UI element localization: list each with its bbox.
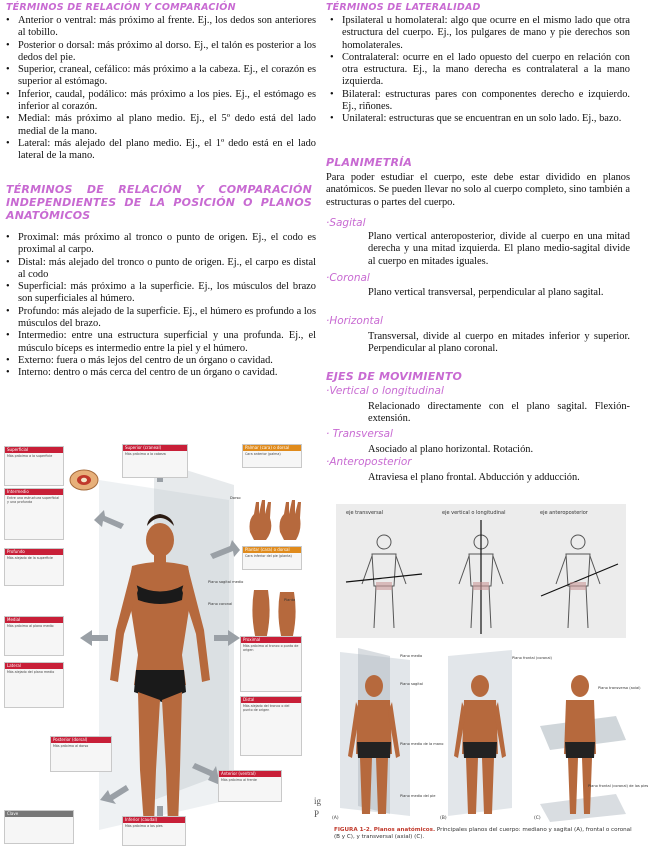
section-title-ejes: EJES DE MOVIMIENTO: [326, 370, 463, 383]
label-plano-frontal: Plano frontal (coronal): [512, 656, 552, 660]
term-box-proximal: Proximal Más próximo al tronco o punto de origen: [240, 636, 302, 692]
label-plano-medio: Plano medio: [400, 654, 423, 658]
term-box-posterior: Posterior (dorsal) Más próximo al dorso: [50, 736, 112, 772]
axes-figure-drawing: [336, 504, 626, 638]
term-box-palmar: Palmar (cara) o dorsal Cara anterior (palma): [242, 444, 302, 468]
list-item: • Externo: fuera o más lejos del centro de un órgano o cavidad.: [0, 355, 316, 367]
term-box-profundo: Profundo Más alejado de la superficie: [4, 548, 64, 586]
axis-text-transversal: Asociado al plano horizontal. Rotación.: [368, 444, 534, 455]
label-plano-coronal: Plano coronal: [208, 602, 233, 606]
plane-text-horizontal: Transversal, divide al cuerpo en mitades inferior y superior. Perpendicular al plano coronal.: [368, 331, 630, 355]
label-plano-sagital: Plano sagital medio: [208, 580, 244, 584]
list-item: • Bilateral: estructuras pares con componentes derecho e izquierdo. Ej., riñones.: [324, 89, 630, 114]
plane-name-coronal: ·Coronal: [326, 272, 370, 284]
list-item: • Proximal: más próximo al tronco o punto de origen. Ej., el codo es proximal al carpo.: [0, 232, 316, 257]
term-box-superior: Superior (craneal) Más próximo a la cabeza: [122, 444, 188, 478]
term-box-distal: Distal Más alejado del tronco o del punto de origen: [240, 696, 302, 756]
panel-label-a: (A): [332, 816, 339, 821]
label-plano-sagital: Plano sagital: [400, 682, 423, 686]
term-box-intermedio: Intermedio Entre una estructura superficial y una profunda: [4, 488, 64, 540]
list-item: • Anterior o ventral: más próximo al frente. Ej., los dedos son anteriores al tobillo.: [0, 15, 316, 40]
axes-figure: [336, 504, 626, 638]
section-title-independientes: TÉRMINOS DE RELACIÓN Y COMPARACIÓN INDEPENDIENTES DE LA POSICIÓN O PLANOS ANATÓMICOS: [6, 183, 312, 222]
section-title-relacion: TÉRMINOS DE RELACIÓN Y COMPARACIÓN: [6, 2, 236, 13]
overlap-text: ig P: [314, 796, 322, 819]
label-plano-transverso: Plano transverso (axial): [598, 686, 641, 690]
lateralidad-list: [324, 15, 630, 126]
plane-name-horizontal: ·Horizontal: [326, 315, 383, 327]
list-item: • Medial: más próximo al plano medio. Ej., el 5º dedo está del lado medial de la mano.: [0, 113, 316, 138]
axis-label-vertical: eje vertical o longitudinal: [442, 510, 506, 516]
plane-text-coronal: Plano vertical transversal, perpendicular al plano sagital.: [368, 287, 604, 298]
list-item: • Contralateral: ocurre en el lado opuesto del cuerpo en relación con otra estructura. Ej., la mano derecha es contralateral a la mano izquierda.: [324, 52, 630, 89]
term-box-lateral: Lateral Más alejado del plano medio: [4, 662, 64, 708]
list-item: • Intermedio: entre una estructura superficial y una profunda. Ej., el músculo bíceps es intermedio entre la piel y el húmero.: [0, 330, 316, 355]
plane-name-sagital: ·Sagital: [326, 217, 366, 229]
list-item: • Interno: dentro o más cerca del centro de un órgano o cavidad.: [0, 367, 316, 379]
list-item: • Distal: más alejado del tronco o punto de origen. Ej., el carpo es distal al codo: [0, 257, 316, 282]
list-item: • Ipsilateral u homolateral: algo que ocurre en el mismo lado que otra estructura del cuerpo. Ej., los pulgares de mano y pie derechos son homolaterales.: [324, 15, 630, 52]
list-item: • Posterior o dorsal: más próximo al dorso. Ej., el talón es posterior a los dedos del pie.: [0, 40, 316, 65]
independientes-list: [0, 232, 316, 380]
planes-figure: [330, 646, 648, 824]
term-box-anterior: Anterior (ventral) Más próximo al frente: [218, 770, 282, 802]
axis-text-vertical: Relacionado directamente con el plano sagital. Flexión-extensión.: [368, 401, 630, 425]
term-box-superficial: Superficial Más próximo a la superficie: [4, 446, 64, 486]
label-dorso: Dorso: [230, 496, 241, 500]
label-planta: Planta: [284, 598, 296, 602]
axis-label-anteroposterior: eje anteroposterior: [540, 510, 588, 516]
term-box-medial: Medial Más próximo al plano medio: [4, 616, 64, 656]
anatomical-terms-figure: [4, 440, 304, 846]
label-plano-medio-pie: Plano medio del pie: [400, 794, 436, 798]
section-title-lateralidad: TÉRMINOS DE LATERALIDAD: [326, 2, 481, 13]
list-item: • Superficial: más próximo a la superficie. Ej., los músculos del brazo son superficiales al húmero.: [0, 281, 316, 306]
list-item: • Superior, craneal, cefálico: más próximo a la cabeza. Ej., el corazón es superior al estómago.: [0, 64, 316, 89]
planes-figure-drawing: [330, 646, 630, 824]
axis-label-transversal: eje transversal: [346, 510, 384, 516]
list-item: • Lateral: más alejado del plano medio. Ej., el 1º dedo está en el lado lateral de la mano.: [0, 138, 316, 163]
list-item: • Profundo: más alejado de la superficie. Ej., el húmero es profundo a los músculos del brazo.: [0, 306, 316, 331]
label-plano-medio-mano: Plano medio de la mano: [400, 742, 444, 746]
list-item: • Unilateral: estructuras que se encuentran en un solo lado. Ej., bazo.: [324, 113, 630, 125]
label-plano-frontal-pies: Plano frontal (coronal) de los pies: [588, 784, 648, 788]
panel-label-c: (C): [534, 816, 541, 821]
term-box-plantar: Plantar (cara) o dorsal Cara inferior del pie (planta): [242, 546, 302, 570]
term-box-inferior: Inferior (caudal) Más próximo a los pies: [122, 816, 186, 846]
axis-name-transversal: · Transversal: [326, 428, 393, 440]
legend-box: Clave: [4, 810, 74, 844]
list-item: • Inferior, caudal, podálico: más próximo a los pies. Ej., el estómago es inferior al corazón.: [0, 89, 316, 114]
planimetria-intro: Para poder estudiar el cuerpo, este debe estar dividido en planos anatómicos. Se pueden llevar no solo al cuerpo completo, sino también a estructuras o partes del cuerpo.: [326, 172, 630, 208]
plane-text-sagital: Plano vertical anteroposterior, divide al cuerpo en una mitad derecha y una mitad izquierda. El plano medio-sagital divide al cuerpo en mitades iguales.: [368, 231, 630, 267]
relacion-list: [0, 15, 316, 163]
axis-name-vertical: ·Vertical o longitudinal: [326, 385, 444, 397]
axis-text-anteroposterior: Atraviesa el plano frontal. Abducción y adducción.: [368, 472, 580, 483]
panel-label-b: (B): [440, 816, 447, 821]
axis-name-anteroposterior: ·Anteroposterior: [326, 456, 412, 468]
section-title-planimetria: PLANIMETRÍA: [326, 156, 413, 169]
figure-caption: FIGURA 1-2. Planos anatómicos. Principales planos del cuerpo: mediano y sagital (A), frontal o coronal (B y C), y transversal (axial) (C).: [334, 827, 632, 840]
